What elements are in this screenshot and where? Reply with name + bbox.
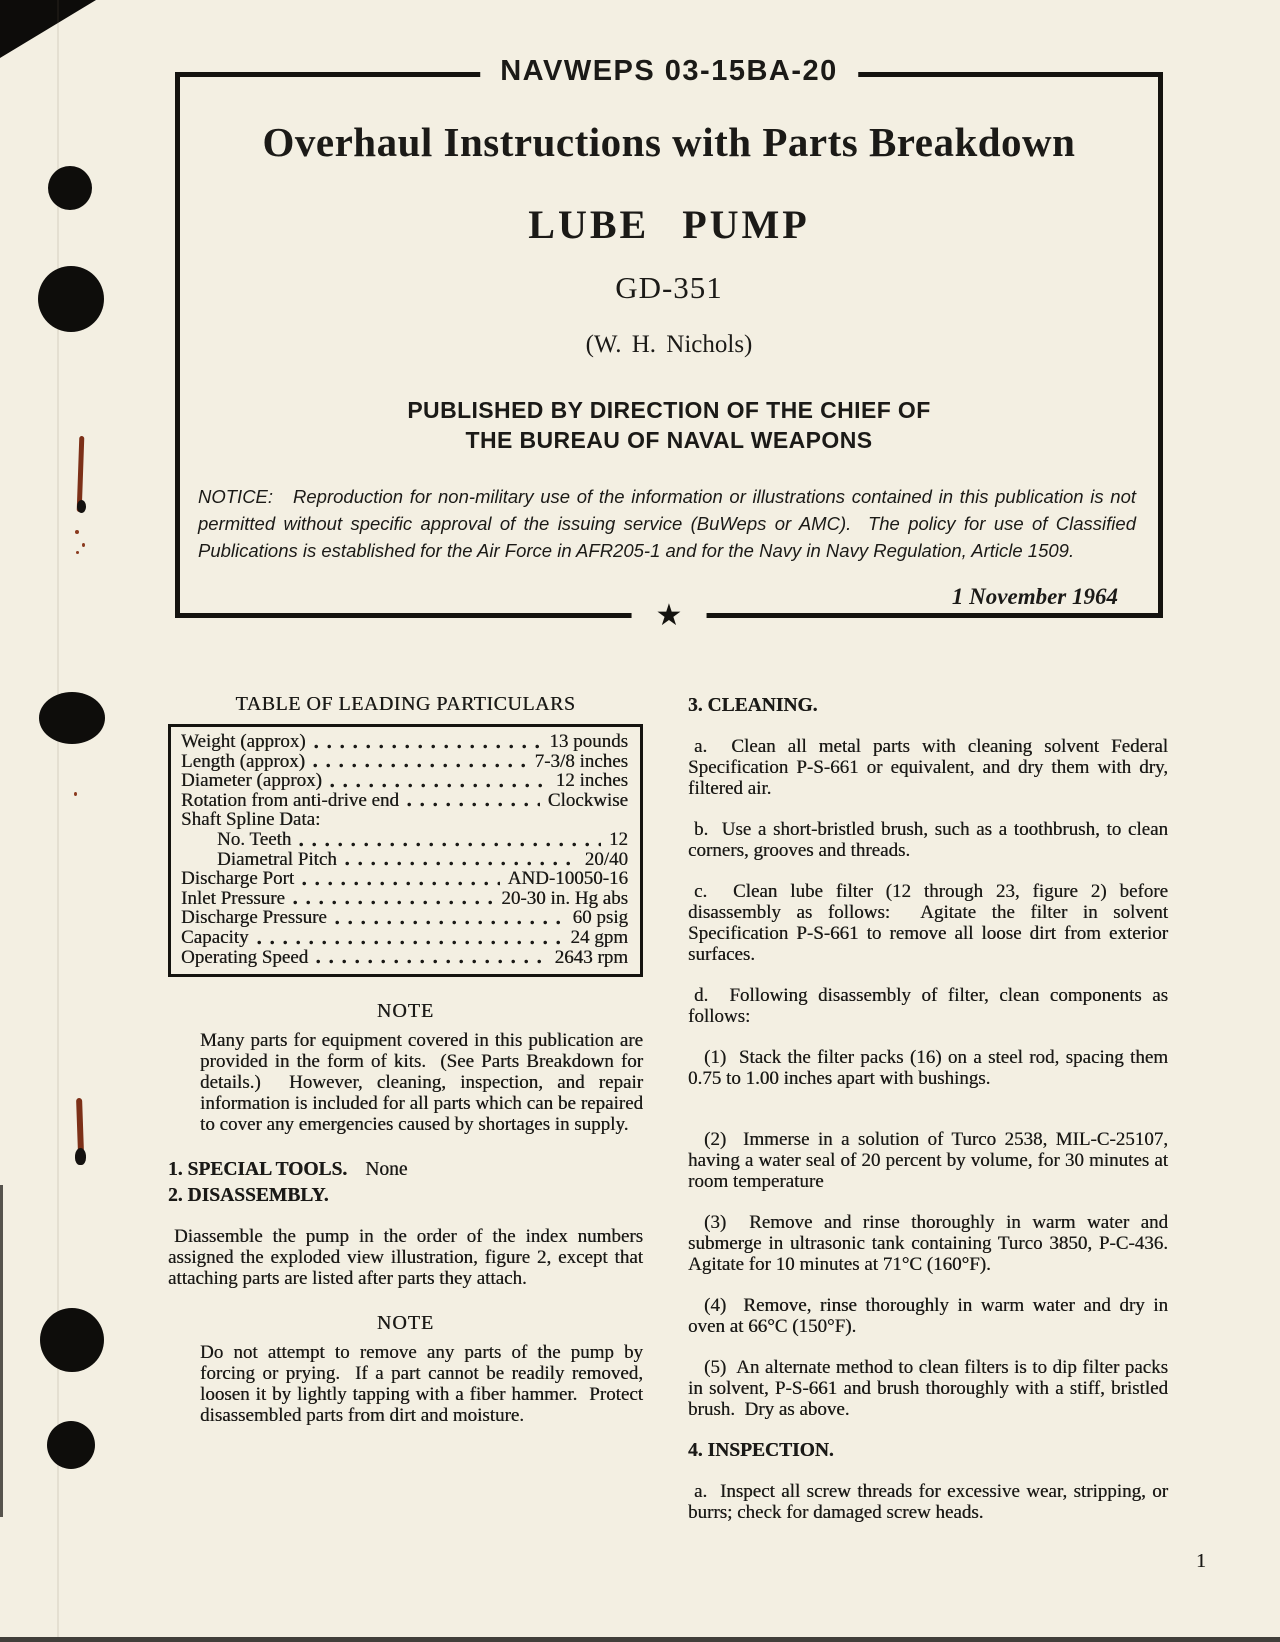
dot-leader <box>407 802 540 807</box>
dot-leader <box>330 783 548 788</box>
particulars-table-title: TABLE OF LEADING PARTICULARS <box>235 693 576 715</box>
row-label: Operating Speed <box>181 946 309 968</box>
paper-crease <box>57 0 59 1642</box>
table-row <box>181 928 628 948</box>
cleaning-step-d5: (5) An alternate method to clean filters is to dip filter packs in solvent, P-S-661 and brush thoroughly with a stiff, bristled brush. Dry as above. <box>688 1357 1173 1420</box>
note-paragraph: Many parts for equipment covered in this publication are provided in the form of kits. (See Parts Breakdown for details.) However, cleaning, inspection, and repair information is included for all parts which can be repaired to cover any emergencies caused by shortages in supply. <box>200 1030 648 1136</box>
rust-speck-artifact <box>76 551 79 554</box>
dot-leader <box>314 744 542 749</box>
section-heading: 2. DISASSEMBLY. <box>168 1185 329 1207</box>
binder-hole-mark <box>39 692 105 744</box>
dot-leader <box>257 940 563 945</box>
binder-hole-mark <box>47 1421 95 1469</box>
cleaning-step-d3: (3) Remove and rinse thoroughly in warm water and submerge in ultrasonic tank containing Turco 3850, P-C-436. Agitate for 10 minutes at 71°C (160°F). <box>688 1212 1178 1275</box>
row-label: No. Teeth <box>217 828 292 850</box>
row-value: 7-3/8 inches <box>534 750 628 772</box>
manufacturer-name: (W. H. Nichols) <box>585 331 753 358</box>
row-label: Length (approx) <box>181 750 305 772</box>
doc-title: Overhaul Instructions with Parts Breakdown <box>262 119 1076 165</box>
table-row <box>181 791 628 811</box>
cleaning-step-d2: (2) Immerse in a solution of Turco 2538, MIL-C-25107, having a water seal of 20 percent by volume, for 30 minutes at room temperature <box>688 1129 1173 1192</box>
binder-hole-mark <box>40 1308 104 1372</box>
table-row <box>181 752 628 772</box>
table-row <box>181 771 628 791</box>
cleaning-step-b: b. Use a short-bristled brush, such as a toothbrush, to clean corners, grooves and threads. <box>688 819 1173 861</box>
published-by-line-2: THE BUREAU OF NAVAL WEAPONS <box>465 427 873 453</box>
table-row <box>181 850 628 870</box>
dot-leader <box>328 822 620 827</box>
row-value: 20/40 <box>584 848 628 870</box>
row-label: Shaft Spline Data: <box>181 809 321 831</box>
note-paragraph: Do not attempt to remove any parts of the pump by forcing or prying. If a part cannot be readily removed, loosen it by lightly tapping with a fiber hammer. Protect disassembled parts from dirt and moisture. <box>200 1342 648 1427</box>
star-icon: ★ <box>632 595 707 637</box>
page-edge-shadow <box>0 1185 3 1517</box>
table-row <box>181 908 628 928</box>
scan-edge-bar <box>0 1637 1280 1642</box>
page-corner-fold-artifact <box>0 0 96 58</box>
title-block-box <box>175 55 1163 632</box>
row-value: 12 <box>609 828 628 850</box>
table-row <box>181 869 628 889</box>
leading-particulars-table <box>168 724 643 977</box>
published-by-line-1: PUBLISHED BY DIRECTION OF THE CHIEF OF <box>407 397 931 423</box>
disassembly-paragraph: Diassemble the pump in the order of the index numbers assigned the exploded view illustration, figure 2, except that attaching parts are listed after parts they attach. <box>168 1226 648 1290</box>
rust-streak-artifact <box>76 1098 84 1152</box>
row-value: 24 gpm <box>570 926 628 948</box>
dot-leader <box>313 763 527 768</box>
table-row <box>181 810 628 830</box>
row-label: Discharge Port <box>181 868 295 890</box>
section-disassembly <box>168 1185 643 1206</box>
page-number: 1 <box>1196 1550 1206 1572</box>
inspection-step-a: a. Inspect all screw threads for excessive wear, stripping, or burrs; check for damaged screw heads. <box>688 1481 1173 1523</box>
product-name: LUBE PUMP <box>528 202 810 247</box>
right-column <box>688 688 1178 1523</box>
table-row <box>181 889 628 909</box>
dot-leader <box>335 920 565 925</box>
row-label: Diametral Pitch <box>217 848 337 870</box>
model-number: GD-351 <box>615 270 723 305</box>
row-value: Clockwise <box>547 789 628 811</box>
binder-hole-mark <box>48 166 92 210</box>
rust-speck-artifact <box>75 530 79 534</box>
ink-blob-artifact <box>75 1148 86 1165</box>
section-heading: 1. SPECIAL TOOLS. <box>168 1159 348 1181</box>
row-label: Rotation from anti-drive end <box>181 789 399 811</box>
left-column <box>168 688 648 1427</box>
section-special-tools <box>168 1159 643 1180</box>
section-value: None <box>365 1159 408 1181</box>
dot-leader <box>302 881 500 886</box>
binder-hole-mark <box>38 266 104 332</box>
cleaning-step-d1: (1) Stack the filter packs (16) on a steel rod, spacing them 0.75 to 1.00 inches apart with bushings. <box>688 1047 1173 1089</box>
notice-paragraph: NOTICE: Reproduction for non-military use of the information or illustrations contained in this publication is not permitted without specific approval of the issuing service (BuWeps or AMC). The policy for use of Classified Publications is established for the Air Force in AFR205-1 and for the Navy in Navy Regulation, Article 1509. <box>198 486 1142 561</box>
row-label: Inlet Pressure <box>181 887 285 909</box>
row-label: Weight (approx) <box>181 731 306 752</box>
rust-speck-artifact <box>82 543 85 547</box>
cleaning-step-c: c. Clean lube filter (12 through 23, figure 2) before disassembly as follows: Agitate the filter in solvent Specification P-S-661 to remove all loose dirt from exterior surfaces. <box>688 881 1173 965</box>
rust-speck-artifact <box>74 792 77 796</box>
table-row <box>181 732 628 752</box>
section-cleaning-heading: 3. CLEANING. <box>688 695 818 716</box>
ink-blob-artifact <box>77 500 86 513</box>
dot-leader <box>316 959 546 964</box>
table-row <box>181 948 628 968</box>
cleaning-step-a: a. Clean all metal parts with cleaning solvent Federal Specification P-S-661 or equivalent, and dry them with dry, filtered air. <box>688 736 1173 799</box>
note-heading: NOTE <box>376 1312 435 1335</box>
section-inspection-heading: 4. INSPECTION. <box>688 1440 834 1461</box>
doc-number: NAVWEPS 03-15BA-20 <box>480 55 858 88</box>
row-value: AND-10050-16 <box>507 868 628 890</box>
row-value: 60 psig <box>572 907 628 929</box>
cleaning-step-d4: (4) Remove, rinse thoroughly in warm water and dry in oven at 66°C (150°F). <box>688 1295 1173 1337</box>
note-heading: NOTE <box>376 1000 435 1023</box>
row-value: 13 pounds <box>549 731 628 752</box>
row-label: Discharge Pressure <box>181 907 327 929</box>
row-label: Capacity <box>181 926 249 948</box>
dot-leader <box>293 900 493 905</box>
cleaning-step-d: d. Following disassembly of filter, clean components as follows: <box>688 985 1173 1027</box>
issue-date: 1 November 1964 <box>951 584 1118 609</box>
row-label: Diameter (approx) <box>181 770 322 792</box>
dot-leader <box>345 861 577 866</box>
row-value: 20-30 in. Hg abs <box>501 887 628 909</box>
table-row <box>181 830 628 850</box>
row-value: 2643 rpm <box>554 946 628 968</box>
row-value: 12 inches <box>555 770 628 792</box>
dot-leader <box>299 842 601 847</box>
